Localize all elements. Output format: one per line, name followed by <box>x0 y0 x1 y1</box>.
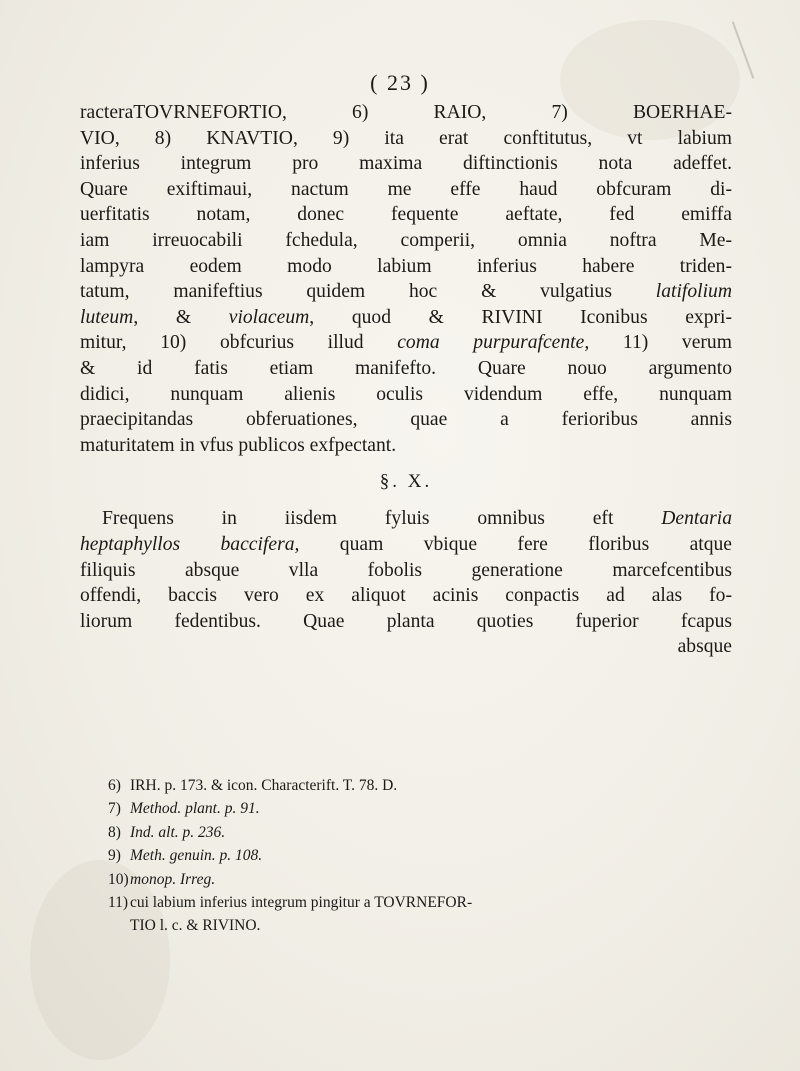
text-line: filiquis absque vlla fobolis generatione marcefcentibus <box>80 559 732 581</box>
catchword: absque <box>677 636 732 658</box>
footnote-text: monop. Irreg. <box>130 870 216 888</box>
footnote-text: Ind. alt. p. 236. <box>130 823 226 841</box>
footnote-label: 6) <box>108 777 121 794</box>
line-text: tatum, manifeftius quidem hoc & vulgatius <box>80 281 612 303</box>
text-line: liorum fedentibus. Quae planta quoties fuperior fcapus <box>80 610 732 632</box>
line-text: quam vbique fere floribus atque <box>339 533 733 555</box>
footnote-label: 11) <box>108 893 129 911</box>
footnote-text: Method. plant. p. 91. <box>130 800 260 818</box>
text-line: & id fatis etiam manifefto. Quare nouo argumento <box>80 357 732 379</box>
text-line: iam irreuocabili fchedula, comperii, omnia noftra Me- <box>80 229 732 251</box>
footnote-text: IRH. p. 173. & icon. Characterift. T. 78. D. <box>130 777 398 794</box>
text-line: luteum, & violaceum, quod & RIVINI Iconibus expri- <box>80 306 732 328</box>
text-line <box>80 100 732 126</box>
footnote-text: TIO l. c. & RIVINO. <box>130 917 261 935</box>
footnote-continuation <box>108 914 728 937</box>
italic-term: latifolium <box>655 281 732 303</box>
text-line: Quare exiftimaui, nactum me effe haud obfcuram di- <box>80 178 732 200</box>
text-line: VIO, 8) KNAVTIO, 9) ita erat conftitutus, vt labium <box>80 127 732 149</box>
footnote-label: 8) <box>108 823 121 841</box>
footnote <box>108 891 728 914</box>
footnote-label: 9) <box>108 847 121 865</box>
text-line <box>80 279 732 305</box>
footnote <box>108 797 728 820</box>
footnote-text: cui labium inferius integrum pingitur a TOVRNEFOR- <box>130 893 473 911</box>
footnote-text: Meth. genuin. p. 108. <box>130 847 263 865</box>
footnote <box>108 868 728 891</box>
footnotes <box>108 774 728 938</box>
text-line <box>80 330 732 356</box>
text-line: maturitatem in vfus publicos exfpectant. <box>80 434 397 456</box>
italic-term: violaceum <box>228 306 310 328</box>
footnote-label: 10) <box>108 870 129 888</box>
footnote <box>108 774 728 797</box>
footnote-label: 7) <box>108 800 121 818</box>
section-heading: §. X. <box>379 471 433 493</box>
page-number: ( 23 ) <box>370 70 430 95</box>
line-text: mitur, 10) obfcurius illud <box>80 332 364 354</box>
text-line: lampyra eodem modo labium inferius habere triden- <box>80 255 732 277</box>
text-line <box>80 532 732 558</box>
footnote <box>108 821 728 844</box>
italic-term: heptaphyllos baccifera, <box>80 533 300 555</box>
italic-term: Dentaria <box>661 508 732 530</box>
main-text <box>80 100 732 660</box>
text-line: offendi, baccis vero ex aliquot acinis conpactis ad alas fo- <box>80 585 732 607</box>
footnote <box>108 844 728 867</box>
line-text: Frequens in iisdem fyluis omnibus eft <box>102 508 614 530</box>
text-line <box>80 506 732 532</box>
italic-term: luteum <box>80 306 134 328</box>
line-text: TOVRNEFORTIO, 6) RAIO, 7) BOERHAE- <box>133 102 732 123</box>
text-line: inferius integrum pro maxima diftinctionis nota adeffet. <box>80 153 732 175</box>
line-text: ractera <box>80 102 134 123</box>
line-text: 11) verum <box>622 332 732 354</box>
text-line: didici, nunquam alienis oculis videndum effe, nunquam <box>80 383 732 405</box>
text-line: praecipitandas obferuationes, quae a ferioribus annis <box>80 409 732 431</box>
italic-term: coma purpurafcente, <box>397 332 590 354</box>
text-line: uerfitatis notam, donec fequente aeftate, fed emiffa <box>80 204 732 226</box>
